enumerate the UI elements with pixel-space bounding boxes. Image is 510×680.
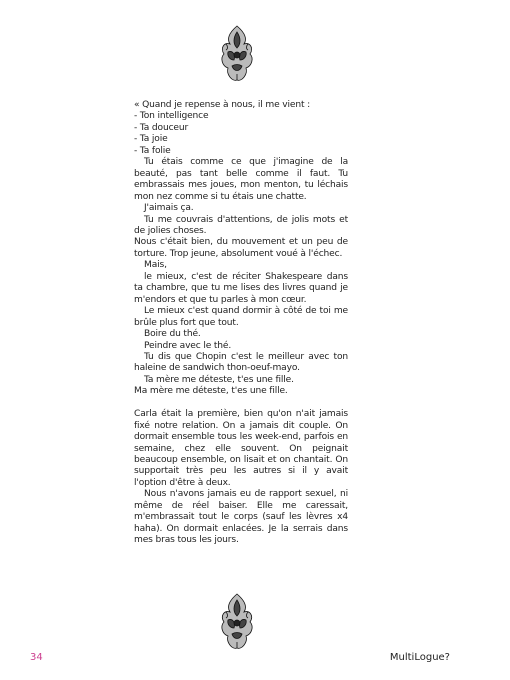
paragraph: Tu étais comme ce que j'imagine de la beauté, pas tant belle comme il faut. Tu embrassais mes joues, mon menton, tu léchais mon nez comme si tu étais une chatte. bbox=[134, 157, 348, 202]
magazine-name: MultiLogue? bbox=[389, 652, 450, 663]
paragraph: - Ton intelligence bbox=[134, 111, 209, 122]
paragraph: Mais, bbox=[144, 260, 167, 271]
paragraph: Ta mère me déteste, t'es une fille. bbox=[144, 374, 294, 385]
body-text bbox=[134, 100, 348, 547]
paragraph: Boire du thé. bbox=[144, 329, 201, 340]
paragraph: Peindre avec le thé. bbox=[144, 340, 232, 351]
paragraph: Carla était la première, bien qu'on n'ait jamais fixé notre relation. On a jamais dit couple. On dormait ensemble tous les week-end, parfois en semaine, chez elle souvent. On peignait beaucoup ensemble, on lisait et on chantait. On supportait très peu les autres si il y avait l'option d'être à deux. bbox=[134, 409, 348, 488]
paragraph: J'aimais ça. bbox=[144, 203, 194, 214]
paragraph: Nous n'avons jamais eu de rapport sexuel, ni même de réel baiser. Elle me caressait, m'embrassait tout le corps (sauf les lèvres x4 haha). On dormait enlacées. Je la serrais dans mes bras tous les jours. bbox=[134, 489, 348, 546]
paragraph: - Ta joie bbox=[134, 134, 168, 145]
paragraph: le mieux, c'est de réciter Shakespeare dans ta chambre, que tu me lises des livres quand je m'endors et que tu parles à mon cœur. bbox=[134, 271, 348, 305]
paragraph: Tu me couvrais d'attentions, de jolis mots et de jolies choses. bbox=[134, 214, 348, 236]
paragraph: - Ta folie bbox=[134, 145, 171, 156]
floral-ornament-icon bbox=[216, 24, 258, 84]
paragraph: Nous c'était bien, du mouvement et un peu de torture. Trop jeune, absolument voué à l'échec. bbox=[134, 237, 348, 259]
paragraph: « Quand je repense à nous, il me vient : bbox=[134, 100, 311, 110]
paragraph: Ma mère me déteste, t'es une fille. bbox=[134, 386, 288, 397]
paragraph: - Ta douceur bbox=[134, 122, 189, 133]
paragraph: Le mieux c'est quand dormir à côté de toi me brûle plus fort que tout. bbox=[134, 306, 348, 328]
paragraph: Tu dis que Chopin c'est le meilleur avec ton haleine de sandwich thon-oeuf-mayo. bbox=[134, 351, 348, 374]
page-number: 34 bbox=[30, 652, 43, 663]
floral-ornament-icon bbox=[216, 592, 258, 652]
